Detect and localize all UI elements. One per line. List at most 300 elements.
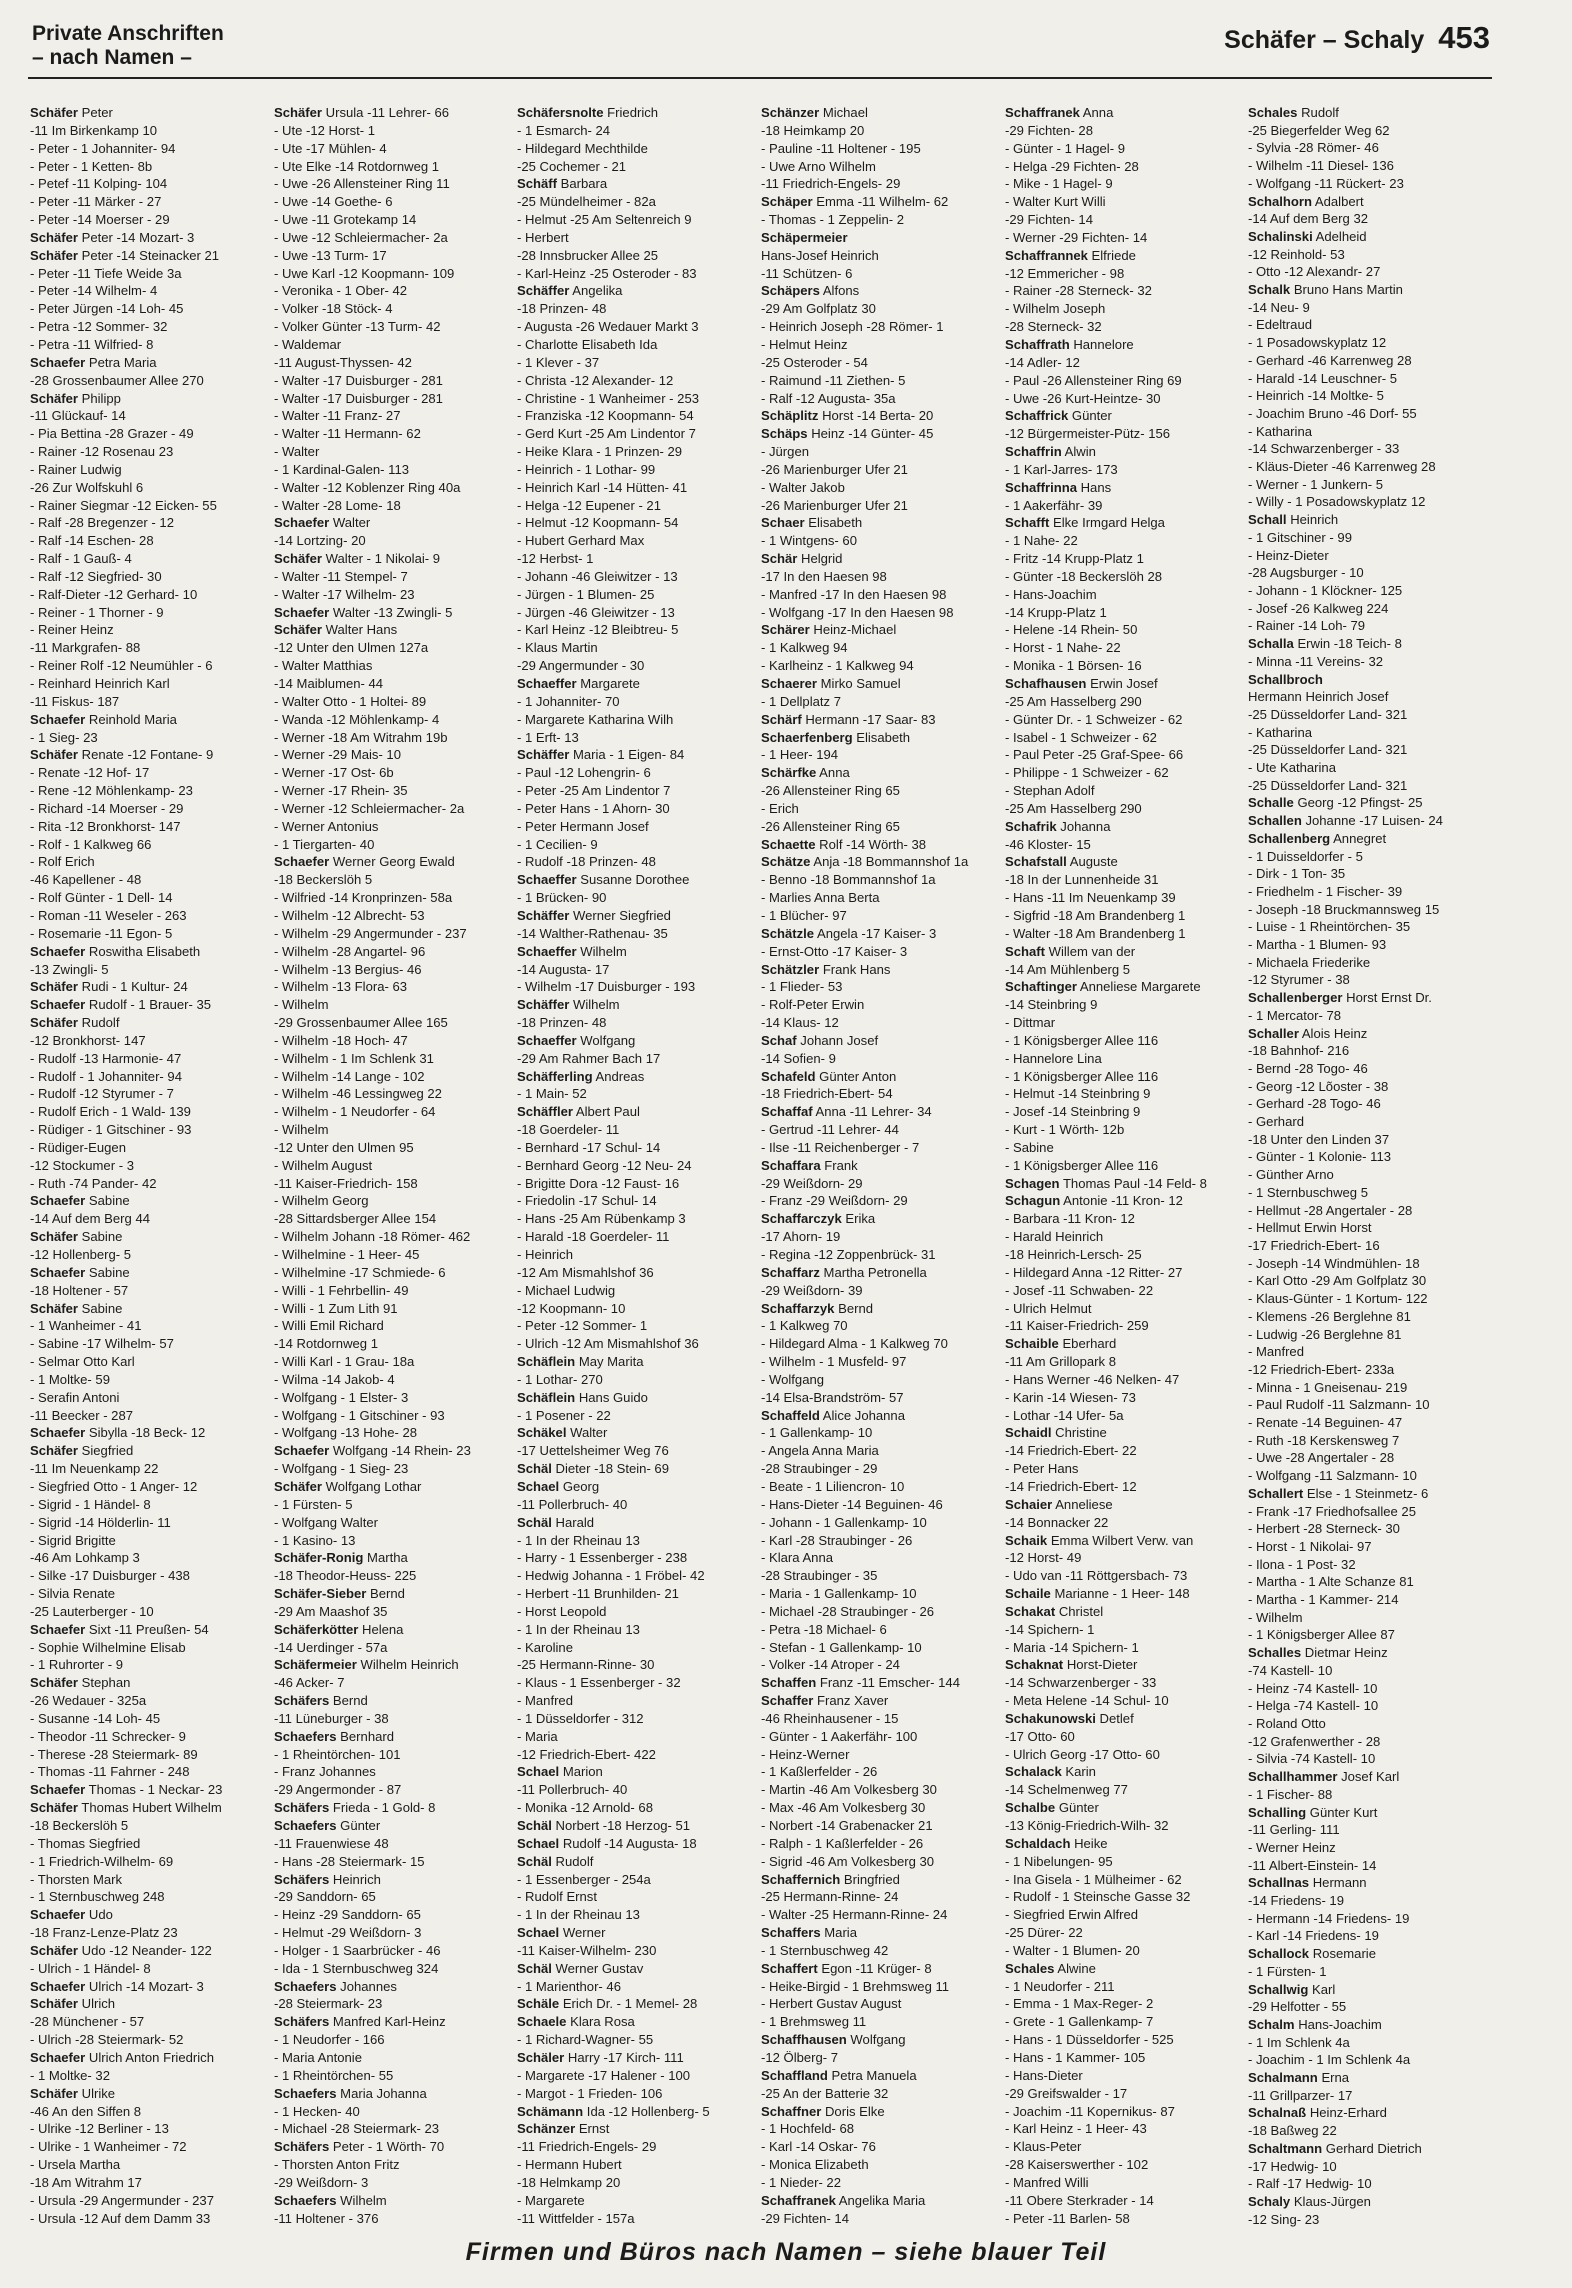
entry-text: - 1 Düsseldorfer - 312 xyxy=(517,1710,644,1726)
entry-text: - Ursula -29 Angermunder - 237 xyxy=(30,2192,214,2208)
entry-text: Wilhelm Heinrich xyxy=(360,1657,459,1673)
entry-text: - 1 Im Schlenk 4a xyxy=(1248,2034,1351,2050)
directory-entry xyxy=(1005,336,1245,354)
entry-text: -14 Rotdornweg 1 xyxy=(273,1336,378,1352)
directory-entry xyxy=(274,1442,514,1460)
directory-entry xyxy=(517,2120,757,2138)
entry-text: - Sabine -17 Wilhelm- 57 xyxy=(30,1336,174,1352)
entry-text: - Pia Bettina -28 Grazer - 49 xyxy=(30,426,194,442)
directory-entry xyxy=(761,479,1001,497)
entry-text: May Marita xyxy=(579,1354,644,1370)
directory-entry xyxy=(1248,263,1488,281)
entry-text: -12 Emmericher - 98 xyxy=(1004,265,1124,281)
entry-text: - Ralf - 1 Gauß- 4 xyxy=(30,551,132,567)
directory-entry xyxy=(274,978,514,996)
directory-entry xyxy=(30,943,270,961)
entry-text: - Thomas Siegfried xyxy=(30,1835,141,1851)
directory-entry xyxy=(1005,1656,1245,1674)
entry-text: - Sigrid Brigitte xyxy=(30,1532,116,1548)
entry-text: - Uwe -12 Schleiermacher- 2a xyxy=(273,229,448,245)
entry-text: Peter -14 Steinacker 21 xyxy=(81,247,220,263)
directory-entry xyxy=(1248,139,1488,157)
directory-entry xyxy=(761,1442,1001,1460)
directory-column xyxy=(1248,104,1490,2229)
directory-entry xyxy=(1005,675,1245,693)
entry-text: - Kläus-Dieter -46 Karrenweg 28 xyxy=(1248,459,1436,475)
directory-entry xyxy=(761,2156,1001,2174)
entry-surname: Schalhorn xyxy=(1248,193,1313,209)
page-number: 453 xyxy=(1438,20,1490,55)
directory-entry xyxy=(30,1496,270,1514)
entry-text: - Luise - 1 Rheintörchen- 35 xyxy=(1248,919,1411,935)
entry-text: - Wolfgang -11 Salzmann- 10 xyxy=(1248,1468,1418,1484)
directory-entry xyxy=(1248,1680,1488,1698)
entry-text: - Reiner Heinz xyxy=(30,622,114,638)
directory-entry xyxy=(517,1763,757,1781)
directory-entry xyxy=(1005,193,1245,211)
entry-text: Barbara xyxy=(560,176,608,192)
directory-entry xyxy=(1005,354,1245,372)
entry-text: - Monika -12 Arnold- 68 xyxy=(517,1800,654,1816)
entry-text: - Mike - 1 Hagel- 9 xyxy=(1004,176,1113,192)
entry-text: Angelika xyxy=(572,283,623,299)
entry-text: -11 Frauenwiese 48 xyxy=(273,1835,389,1851)
directory-entry xyxy=(30,282,270,300)
directory-entry xyxy=(517,1567,757,1585)
entry-text: -17 Hedwig- 10 xyxy=(1248,2158,1338,2174)
entry-text: - Walter -25 Hermann-Rinne- 24 xyxy=(761,1907,948,1923)
entry-surname: Schäfer-Sieber xyxy=(273,1586,367,1602)
entry-surname: Schaeffer xyxy=(517,1032,577,1048)
entry-surname: Schänzer xyxy=(517,2121,576,2137)
directory-entry xyxy=(761,1407,1001,1425)
directory-entry xyxy=(274,1835,514,1853)
entry-text: -18 Heinrich-Lersch- 25 xyxy=(1004,1247,1142,1262)
directory-entry xyxy=(1005,1407,1245,1425)
directory-entry xyxy=(761,372,1001,390)
entry-text: Friedrich xyxy=(607,105,659,120)
directory-entry xyxy=(761,336,1001,354)
entry-surname: Schäl xyxy=(517,1853,553,1869)
entry-text: Erna xyxy=(1321,2070,1350,2086)
entry-text: Johanne -17 Luisen- 24 xyxy=(1305,813,1444,829)
directory-entry xyxy=(1005,1353,1245,1371)
entry-surname: Schäfer xyxy=(30,1800,79,1816)
entry-surname: Schäffer xyxy=(517,907,570,923)
entry-surname: Schäle xyxy=(517,1996,560,2012)
entry-surname: Schäfer xyxy=(30,1443,79,1459)
directory-entry xyxy=(517,800,757,818)
entry-text: -14 Augusta- 17 xyxy=(517,961,610,977)
entry-text: Elisabeth xyxy=(856,729,911,745)
entry-text: -11 Schützen- 6 xyxy=(761,265,853,281)
directory-entry xyxy=(30,1995,270,2013)
entry-surname: Schärfke xyxy=(761,765,817,781)
entry-text: -29 Am Golfplatz 30 xyxy=(761,301,876,317)
directory-entry xyxy=(761,1210,1001,1228)
entry-text: Franz Xaver xyxy=(817,1693,889,1709)
entry-text: - Rudolf -13 Harmonie- 47 xyxy=(30,1050,182,1066)
directory-entry xyxy=(274,550,514,568)
directory-entry xyxy=(30,1514,270,1532)
directory-column xyxy=(274,104,516,2229)
entry-text: -11 Glückauf- 14 xyxy=(30,408,126,424)
entry-text: - Ute -17 Mühlen- 4 xyxy=(273,140,387,156)
entry-surname: Schaly xyxy=(1248,2193,1291,2209)
directory-entry xyxy=(761,1353,1001,1371)
entry-text: - Maria -14 Spichern- 1 xyxy=(1004,1639,1139,1655)
directory-entry xyxy=(1005,407,1245,425)
entry-text: - 1 Marienthor- 46 xyxy=(517,1978,622,1994)
directory-entry xyxy=(274,497,514,515)
entry-text: - Peter -14 Moerser - 29 xyxy=(30,212,170,228)
entry-text: - 1 Cecilien- 9 xyxy=(517,836,599,852)
entry-text: -12 Am Mismahlshof 36 xyxy=(517,1264,655,1280)
directory-entry xyxy=(1005,1496,1245,1514)
entry-text: -29 Weißdorn- 3 xyxy=(273,2174,368,2190)
entry-text: Heinrich xyxy=(1290,512,1339,528)
directory-entry xyxy=(517,1603,757,1621)
directory-entry xyxy=(517,1674,757,1692)
directory-entry xyxy=(274,568,514,586)
entry-text: -12 Unter den Ulmen 127a xyxy=(273,640,428,656)
directory-entry xyxy=(274,1014,514,1032)
entry-text: - Ernst-Otto -17 Kaiser- 3 xyxy=(761,943,908,959)
directory-entry xyxy=(1248,1892,1488,1910)
directory-entry xyxy=(761,1871,1001,1889)
directory-entry xyxy=(517,1300,757,1318)
directory-entry xyxy=(30,1871,270,1889)
directory-entry xyxy=(274,1621,514,1639)
entry-text: - Sigrid -14 Hölderlin- 11 xyxy=(30,1514,171,1530)
entry-text: Walter - 1 Nikolai- 9 xyxy=(325,551,440,567)
entry-text: -29 Am Maashof 35 xyxy=(273,1603,388,1619)
directory-entry xyxy=(274,2210,514,2228)
directory-entry xyxy=(1248,1981,1488,1999)
directory-entry xyxy=(274,1549,514,1567)
directory-entry xyxy=(761,1157,1001,1175)
directory-entry xyxy=(30,461,270,479)
directory-entry xyxy=(1005,1246,1245,1264)
directory-entry xyxy=(30,1085,270,1103)
directory-entry xyxy=(517,2031,757,2049)
entry-surname: Schaele xyxy=(517,2014,567,2030)
entry-text: Rosemarie xyxy=(1313,1946,1377,1962)
entry-text: - Wolfgang xyxy=(761,1371,825,1387)
directory-entry xyxy=(30,2049,270,2067)
directory-entry xyxy=(30,1906,270,1924)
directory-entry xyxy=(274,943,514,961)
directory-entry xyxy=(761,1282,1001,1300)
directory-entry xyxy=(1005,1728,1245,1746)
entry-text: - Ulrike -12 Berliner - 13 xyxy=(30,2121,169,2137)
directory-entry xyxy=(1005,889,1245,907)
directory-entry xyxy=(274,2049,514,2067)
entry-text: -11 Beecker - 287 xyxy=(30,1407,134,1423)
entry-text: - Walter -17 Duisburger - 281 xyxy=(273,372,443,388)
directory-entry xyxy=(761,2192,1001,2210)
directory-entry xyxy=(761,943,1001,961)
entry-text: - Wilhelm -17 Duisburger - 193 xyxy=(517,979,696,995)
directory-entry xyxy=(1005,925,1245,943)
entry-text: - Sylvia -28 Römer- 46 xyxy=(1248,140,1380,156)
directory-entry xyxy=(1248,865,1488,883)
entry-text: - Helmut -14 Steinbring 9 xyxy=(1004,1086,1151,1102)
entry-surname: Schallhammer xyxy=(1248,1769,1338,1785)
entry-text: Alfons xyxy=(822,283,860,299)
directory-entry xyxy=(1005,1763,1245,1781)
entry-text: - Walter Jakob xyxy=(761,479,845,495)
directory-entry xyxy=(30,764,270,782)
entry-text: - Gertrud -11 Lehrer- 44 xyxy=(761,1122,899,1138)
directory-entry xyxy=(30,657,270,675)
directory-entry xyxy=(761,764,1001,782)
directory-entry xyxy=(274,961,514,979)
entry-text: Dieter -18 Stein- 69 xyxy=(555,1461,670,1477)
entry-text: - Karl -14 Oskar- 76 xyxy=(761,2139,876,2155)
entry-text: - Meta Helene -14 Schul- 10 xyxy=(1004,1693,1169,1709)
entry-surname: Schaldach xyxy=(1004,1835,1071,1851)
entry-text: Gerhard Dietrich xyxy=(1326,2140,1423,2156)
entry-text: -46 Kloster- 15 xyxy=(1004,836,1091,852)
directory-entry xyxy=(1005,390,1245,408)
entry-text: - Wilhelm -14 Lange - 102 xyxy=(273,1068,425,1084)
entry-text: Josef Karl xyxy=(1341,1769,1400,1785)
entry-text: - Stephan Adolf xyxy=(1004,783,1095,799)
directory-entry xyxy=(517,372,757,390)
directory-entry xyxy=(761,104,1001,122)
entry-surname: Schaidl xyxy=(1004,1425,1052,1441)
entry-surname: Schafstall xyxy=(1004,854,1067,870)
entry-text: - Günther Arno xyxy=(1248,1167,1335,1183)
entry-text: - Rudolf Ernst xyxy=(517,1889,598,1905)
directory-columns xyxy=(30,104,1492,2229)
entry-text: - Karl Heinz - 1 Heer- 43 xyxy=(1004,2121,1147,2137)
entry-text: - 1 Dellplatz 7 xyxy=(761,693,842,709)
entry-text: - Franziska -12 Koopmann- 54 xyxy=(517,408,695,424)
directory-entry xyxy=(1248,600,1488,618)
entry-text: - Johann - 1 Gallenkamp- 10 xyxy=(761,1514,927,1530)
entry-text: - Monica Elizabeth xyxy=(761,2157,869,2173)
entry-text: - 1 Aakerfähr- 39 xyxy=(1004,497,1103,513)
entry-text: - 1 Esmarch- 24 xyxy=(517,122,611,138)
directory-entry xyxy=(517,2138,757,2156)
entry-surname: Schaffranek xyxy=(761,2192,836,2208)
directory-entry xyxy=(761,1978,1001,1996)
directory-entry xyxy=(1005,1978,1245,1996)
directory-entry xyxy=(274,372,514,390)
entry-text: Detlef xyxy=(1099,1710,1134,1726)
directory-entry xyxy=(1005,443,1245,461)
directory-entry xyxy=(1005,961,1245,979)
name-range: Schäfer – Schaly xyxy=(1224,26,1425,54)
entry-text: - Ulrich - 1 Händel- 8 xyxy=(30,1960,151,1976)
entry-surname: Schätzler xyxy=(761,961,820,977)
entry-text: - Rainer Siegmar -12 Eicken- 55 xyxy=(30,497,217,513)
entry-text: - Werner -29 Mais- 10 xyxy=(273,747,401,763)
entry-text: -11 Holtener - 376 xyxy=(273,2210,379,2226)
directory-entry xyxy=(1248,724,1488,742)
directory-entry xyxy=(1248,1326,1488,1344)
entry-surname: Schäplitz xyxy=(761,408,819,424)
entry-text: -18 Am Witrahm 17 xyxy=(30,2174,142,2190)
entry-text: - Wilhelm -11 Diesel- 136 xyxy=(1248,158,1395,174)
directory-entry xyxy=(761,1317,1001,1335)
entry-text: - Ute Katharina xyxy=(1248,760,1337,776)
directory-entry xyxy=(30,1139,270,1157)
directory-entry xyxy=(761,693,1001,711)
entry-text: Maria Johanna xyxy=(339,2085,427,2101)
directory-entry xyxy=(517,1085,757,1103)
directory-entry xyxy=(274,265,514,283)
entry-text: - 1 Moltke- 59 xyxy=(30,1371,110,1387)
entry-text: - Rainer -12 Rosenau 23 xyxy=(30,444,174,460)
directory-entry xyxy=(761,568,1001,586)
entry-text: - Ruth -18 Kerskensweg 7 xyxy=(1248,1432,1400,1448)
entry-text: - Heinrich Karl -14 Hütten- 41 xyxy=(517,479,688,495)
directory-entry xyxy=(517,853,757,871)
entry-surname: Schäfer xyxy=(30,1996,79,2012)
directory-entry xyxy=(517,1585,757,1603)
directory-entry xyxy=(761,836,1001,854)
entry-text: - 1 Erft- 13 xyxy=(517,729,580,745)
entry-surname: Schaknat xyxy=(1004,1657,1063,1673)
entry-surname: Schaffarzyk xyxy=(761,1300,835,1316)
directory-entry xyxy=(30,104,270,122)
entry-text: Petra Manuela xyxy=(831,2067,917,2083)
directory-entry xyxy=(1248,1113,1488,1131)
directory-entry xyxy=(761,2174,1001,2192)
entry-surname: Schalm xyxy=(1248,2016,1295,2032)
directory-entry xyxy=(1248,635,1488,653)
entry-surname: Schaffrath xyxy=(1004,336,1070,352)
directory-entry xyxy=(1248,901,1488,919)
entry-text: - Walter -28 Lome- 18 xyxy=(273,497,401,513)
entry-text: - Harry - 1 Essenberger - 238 xyxy=(517,1550,688,1566)
directory-entry xyxy=(274,1139,514,1157)
entry-text: -29 Angermunder - 30 xyxy=(517,658,645,674)
entry-text: -28 Innsbrucker Allee 25 xyxy=(517,247,659,263)
entry-text: - Ulrich Georg -17 Otto- 60 xyxy=(1004,1746,1160,1762)
directory-entry xyxy=(30,2210,270,2228)
directory-entry xyxy=(1248,493,1488,511)
entry-text: - Karl Heinz -12 Bleibtreu- 5 xyxy=(517,622,679,638)
directory-entry xyxy=(1005,604,1245,622)
entry-text: - Rolf Erich xyxy=(30,854,95,870)
directory-entry xyxy=(1005,550,1245,568)
entry-text: -14 Friedrich-Ebert- 22 xyxy=(1004,1443,1137,1459)
directory-entry xyxy=(1248,1148,1488,1166)
directory-entry xyxy=(517,1514,757,1532)
directory-entry xyxy=(1005,1014,1245,1032)
directory-entry xyxy=(761,140,1001,158)
entry-surname: Schalla xyxy=(1248,636,1295,652)
directory-entry xyxy=(517,479,757,497)
entry-surname: Schaefer xyxy=(273,515,329,531)
entry-text: Udo -12 Neander- 122 xyxy=(81,1942,212,1958)
entry-text: - Ralf -12 Augusta- 35a xyxy=(761,390,896,406)
directory-entry xyxy=(274,1763,514,1781)
entry-text: - Ulrich Helmut xyxy=(1004,1300,1092,1316)
directory-entry xyxy=(30,2138,270,2156)
entry-text: Walter xyxy=(570,1425,608,1441)
entry-text: -46 Acker- 7 xyxy=(273,1675,345,1691)
directory-entry xyxy=(1005,1139,1245,1157)
directory-entry xyxy=(30,1103,270,1121)
entry-text: -12 Bronkhorst- 147 xyxy=(30,1032,146,1048)
directory-entry xyxy=(761,961,1001,979)
entry-surname: Schaier xyxy=(1004,1496,1052,1512)
directory-entry xyxy=(274,1728,514,1746)
entry-text: - 1 Johanniter- 70 xyxy=(517,693,620,709)
entry-text: - Wilhelm Joseph xyxy=(1004,301,1106,317)
directory-entry xyxy=(517,550,757,568)
entry-surname: Schael xyxy=(517,1478,560,1494)
entry-text: Elke Irmgard Helga xyxy=(1052,515,1165,531)
directory-entry xyxy=(761,1389,1001,1407)
directory-entry xyxy=(1248,564,1488,582)
entry-text: Heinrich xyxy=(332,1871,381,1887)
entry-surname: Schäfer xyxy=(30,229,79,245)
entry-text: - Wanda -12 Möhlenkamp- 4 xyxy=(273,711,439,727)
directory-entry xyxy=(1248,1131,1488,1149)
directory-entry xyxy=(517,961,757,979)
entry-text: Philipp xyxy=(81,390,121,406)
entry-text: -17 Uettelsheimer Weg 76 xyxy=(517,1443,670,1459)
entry-text: -17 In den Haesen 98 xyxy=(761,568,887,584)
entry-text: Karl xyxy=(1312,1981,1336,1997)
entry-text: Hans xyxy=(1080,479,1111,495)
directory-entry xyxy=(761,300,1001,318)
entry-text: - 1 Kalkweg 94 xyxy=(761,640,848,656)
directory-entry xyxy=(761,1746,1001,1764)
entry-text: - 1 Kalkweg 70 xyxy=(761,1318,848,1334)
entry-text: -14 Friedens- 19 xyxy=(1248,1893,1345,1909)
directory-entry xyxy=(274,1960,514,1978)
directory-entry xyxy=(30,2120,270,2138)
entry-text: - Heinrich -14 Moltke- 5 xyxy=(1248,388,1385,404)
directory-entry xyxy=(1248,1538,1488,1556)
directory-entry xyxy=(30,1799,270,1817)
directory-entry xyxy=(30,1264,270,1282)
entry-text: - Joachim -11 Kopernikus- 87 xyxy=(1004,2103,1175,2119)
directory-entry xyxy=(761,907,1001,925)
directory-entry xyxy=(1005,1175,1245,1193)
directory-entry xyxy=(274,2138,514,2156)
entry-text: - Karin -14 Wiesen- 73 xyxy=(1004,1389,1136,1405)
entry-text: - Martha - 1 Kammer- 214 xyxy=(1248,1592,1399,1608)
directory-entry xyxy=(761,1960,1001,1978)
directory-entry xyxy=(30,978,270,996)
directory-entry xyxy=(517,621,757,639)
directory-entry xyxy=(274,1407,514,1425)
directory-entry xyxy=(1248,1290,1488,1308)
entry-text: Alice Johanna xyxy=(822,1407,906,1423)
directory-entry xyxy=(274,1192,514,1210)
directory-entry xyxy=(761,1817,1001,1835)
entry-text: -18 Friedrich-Ebert- 54 xyxy=(761,1086,893,1102)
directory-entry xyxy=(274,300,514,318)
directory-entry xyxy=(30,1317,270,1335)
directory-entry xyxy=(517,193,757,211)
directory-entry xyxy=(274,1085,514,1103)
directory-entry xyxy=(30,407,270,425)
directory-entry xyxy=(1248,193,1488,211)
entry-text: -14 Elsa-Brandström- 57 xyxy=(761,1389,904,1405)
directory-entry xyxy=(1248,476,1488,494)
entry-text: -25 Lauterberger - 10 xyxy=(30,1603,154,1619)
entry-text: - Manfred Willi xyxy=(1004,2174,1089,2190)
